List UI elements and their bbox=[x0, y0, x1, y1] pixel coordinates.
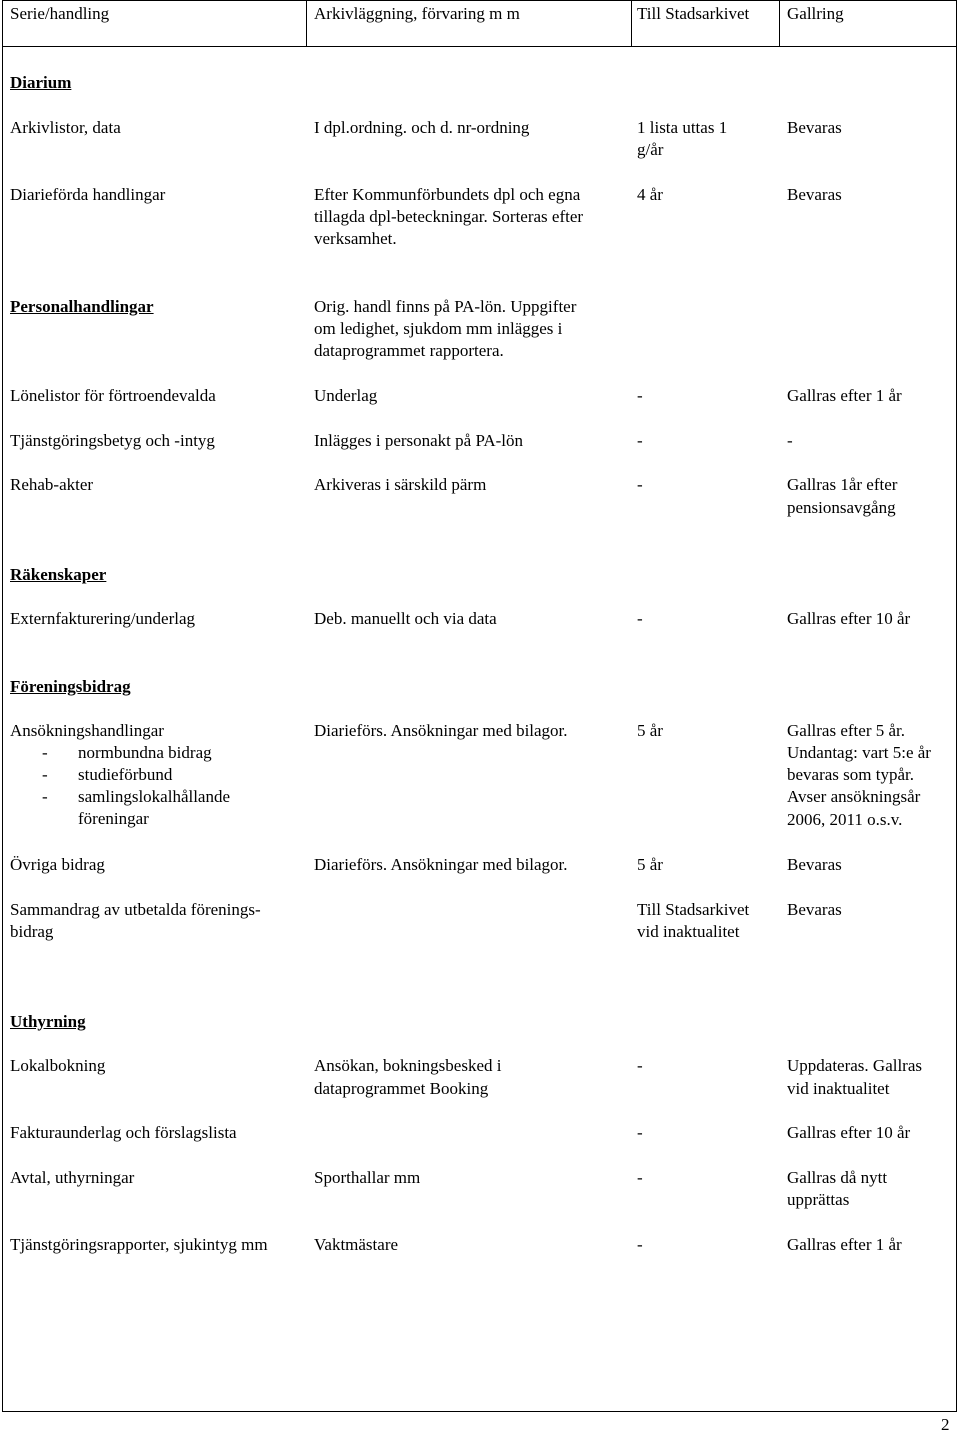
row-sammandrag-c1a: Sammandrag av utbetalda förenings- bbox=[10, 900, 261, 919]
row-tjanstgoringsbetyg-c3: - bbox=[637, 431, 643, 450]
row-avtal-c1: Avtal, uthyrningar bbox=[10, 1168, 135, 1187]
row-diarieforda-c4: Bevaras bbox=[787, 185, 842, 204]
row-tjanstgoringsrapporter-c3: - bbox=[637, 1235, 643, 1254]
section-rakenskaper: Räkenskaper bbox=[10, 565, 107, 584]
header-arkivlaggning: Arkivläggning, förvaring m m bbox=[314, 4, 520, 23]
row-lonelistor-c1: Lönelistor för förtroendevalda bbox=[10, 386, 216, 405]
row-lokalbokning-c2b: dataprogrammet Booking bbox=[314, 1079, 489, 1098]
row-lonelistor-c2: Underlag bbox=[314, 386, 378, 405]
row-ansokning-c4c: bevaras som typår. bbox=[787, 765, 914, 784]
row-ansokning-c4a: Gallras efter 5 år. bbox=[787, 721, 905, 740]
row-avtal-c3: - bbox=[637, 1168, 643, 1187]
row-personal-c2a: Orig. handl finns på PA-lön. Uppgifter bbox=[314, 297, 577, 316]
row-ansokning-dash-3: - bbox=[42, 787, 48, 806]
row-rehab-c4a: Gallras 1år efter bbox=[787, 475, 898, 494]
row-ansokning-dash-2: - bbox=[42, 765, 48, 784]
header-divider bbox=[2, 46, 957, 47]
row-ovriga-c4: Bevaras bbox=[787, 855, 842, 874]
row-tjanstgoringsrapporter-c1: Tjänstgöringsrapporter, sjukintyg mm bbox=[10, 1235, 268, 1254]
row-ansokning-c3: 5 år bbox=[637, 721, 663, 740]
row-arkivlistor-c3a: 1 lista uttas 1 bbox=[637, 118, 728, 137]
row-ansokning-c1: Ansökningshandlingar bbox=[10, 721, 164, 740]
row-rehab-c4b: pensionsavgång bbox=[787, 498, 896, 517]
row-arkivlistor-c4: Bevaras bbox=[787, 118, 842, 137]
row-rehab-c3: - bbox=[637, 475, 643, 494]
row-avtal-c4b: upprättas bbox=[787, 1190, 850, 1209]
header-serie: Serie/handling bbox=[10, 4, 110, 23]
row-tjanstgoringsrapporter-c4: Gallras efter 1 år bbox=[787, 1235, 902, 1254]
section-uthyrning: Uthyrning bbox=[10, 1012, 86, 1031]
row-ovriga-c3: 5 år bbox=[637, 855, 663, 874]
row-lonelistor-c4: Gallras efter 1 år bbox=[787, 386, 902, 405]
row-externfakturering-c1: Externfakturering/underlag bbox=[10, 609, 196, 628]
row-personal-c2c: dataprogrammet rapportera. bbox=[314, 341, 504, 360]
row-tjanstgoringsbetyg-c1: Tjänstgöringsbetyg och -intyg bbox=[10, 431, 215, 450]
row-diarieforda-c1: Diarieförda handlingar bbox=[10, 185, 166, 204]
row-ansokning-c4b: Undantag: vart 5:e år bbox=[787, 743, 931, 762]
header-col-divider-2 bbox=[631, 0, 632, 46]
header-col-divider-3 bbox=[779, 0, 780, 46]
row-tjanstgoringsbetyg-c2: Inlägges i personakt på PA-lön bbox=[314, 431, 524, 450]
row-sammandrag-c4: Bevaras bbox=[787, 900, 842, 919]
row-externfakturering-c4: Gallras efter 10 år bbox=[787, 609, 911, 628]
row-fakturaunderlag-c4: Gallras efter 10 år bbox=[787, 1123, 911, 1142]
row-ansokning-dash-1: - bbox=[42, 743, 48, 762]
row-ovriga-c1: Övriga bidrag bbox=[10, 855, 105, 874]
row-rehab-c1: Rehab-akter bbox=[10, 475, 94, 494]
row-ansokning-c4e: 2006, 2011 o.s.v. bbox=[787, 810, 903, 829]
header-gallring: Gallring bbox=[787, 4, 844, 23]
row-ansokning-c2: Diarieförs. Ansökningar med bilagor. bbox=[314, 721, 568, 740]
header-stadsarkivet: Till Stadsarkivet bbox=[637, 4, 750, 23]
row-lonelistor-c3: - bbox=[637, 386, 643, 405]
row-diarieforda-c2a: Efter Kommunförbundets dpl och egna bbox=[314, 185, 581, 204]
row-arkivlistor-c1: Arkivlistor, data bbox=[10, 118, 121, 137]
section-diarium: Diarium bbox=[10, 73, 72, 92]
row-ansokning-item-3: samlingslokalhållande bbox=[78, 787, 231, 806]
row-avtal-c2: Sporthallar mm bbox=[314, 1168, 421, 1187]
row-sammandrag-c1b: bidrag bbox=[10, 922, 54, 941]
section-foreningsbidrag: Föreningsbidrag bbox=[10, 677, 131, 696]
row-personal-c2b: om ledighet, sjukdom mm inlägges i bbox=[314, 319, 563, 338]
row-lokalbokning-c2a: Ansökan, bokningsbesked i bbox=[314, 1056, 502, 1075]
page-number: 2 bbox=[941, 1415, 950, 1434]
row-ansokning-item-1: normbundna bidrag bbox=[78, 743, 212, 762]
row-fakturaunderlag-c1: Fakturaunderlag och förslagslista bbox=[10, 1123, 237, 1142]
row-externfakturering-c3: - bbox=[637, 609, 643, 628]
row-tjanstgoringsbetyg-c4: - bbox=[787, 431, 793, 450]
row-externfakturering-c2: Deb. manuellt och via data bbox=[314, 609, 497, 628]
row-sammandrag-c3a: Till Stadsarkivet bbox=[637, 900, 750, 919]
row-ansokning-item-2: studieförbund bbox=[78, 765, 173, 784]
header-col-divider-1 bbox=[306, 0, 307, 46]
row-diarieforda-c2b: tillagda dpl-beteckningar. Sorteras efter bbox=[314, 207, 584, 226]
row-diarieforda-c2c: verksamhet. bbox=[314, 229, 397, 248]
row-lokalbokning-c3: - bbox=[637, 1056, 643, 1075]
row-lokalbokning-c4a: Uppdateras. Gallras bbox=[787, 1056, 923, 1075]
row-lokalbokning-c4b: vid inaktualitet bbox=[787, 1079, 890, 1098]
row-sammandrag-c3b: vid inaktualitet bbox=[637, 922, 740, 941]
row-fakturaunderlag-c3: - bbox=[637, 1123, 643, 1142]
row-ansokning-c4d: Avser ansökningsår bbox=[787, 787, 921, 806]
row-diarieforda-c3: 4 år bbox=[637, 185, 663, 204]
row-avtal-c4a: Gallras då nytt bbox=[787, 1168, 888, 1187]
row-tjanstgoringsrapporter-c2: Vaktmästare bbox=[314, 1235, 399, 1254]
row-lokalbokning-c1: Lokalbokning bbox=[10, 1056, 106, 1075]
row-arkivlistor-c3b: g/år bbox=[637, 140, 664, 159]
row-arkivlistor-c2: I dpl.ordning. och d. nr-ordning bbox=[314, 118, 530, 137]
section-personalhandlingar: Personalhandlingar bbox=[10, 297, 154, 316]
row-ovriga-c2: Diarieförs. Ansökningar med bilagor. bbox=[314, 855, 568, 874]
row-rehab-c2: Arkiveras i särskild pärm bbox=[314, 475, 487, 494]
row-ansokning-item-3b: föreningar bbox=[78, 809, 149, 828]
